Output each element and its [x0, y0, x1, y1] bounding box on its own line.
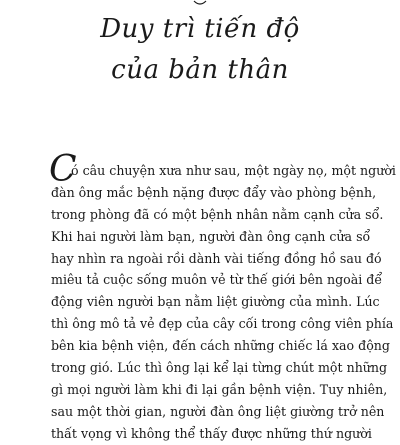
text-line: trong gió. Lúc thì ông lại kể lại từng chút một những	[51, 360, 388, 376]
text-line: ó câu chuyện xưa như sau, một ngày nọ, một người	[71, 163, 396, 178]
text-line: thất vọng vì không thể thấy được những thứ người	[51, 425, 372, 441]
text-line: miêu tả cuộc sống muôn vẻ từ thế giới bên ngoài để	[51, 272, 383, 288]
text-line: trong phòng đã có một bệnh nhân nằm cạnh cửa sổ.	[51, 206, 384, 222]
text-line: động viên người bạn nằm liệt giường của mình. Lúc	[51, 294, 380, 310]
body-text	[49, 149, 396, 445]
chapter-title-line-1: Duy trì tiến độ	[100, 14, 300, 44]
ornament-icon	[192, 0, 208, 6]
text-line: bên kia bệnh viện, đến cách những chiếc lá xao động	[51, 338, 390, 354]
drop-cap: C	[49, 149, 77, 190]
text-line: Khi hai người làm bạn, người đàn ông cạnh cửa sổ	[51, 228, 371, 244]
text-line: sau một thời gian, người đàn ông liệt giường trở nên	[51, 403, 385, 419]
text-line: thì ông mô tả vẻ đẹp của cây cối trong công viên phía	[51, 316, 394, 332]
text-line: gì mọi người làm khi đi lại gần bệnh viện. Tuy nhiên,	[51, 381, 388, 397]
chapter-title-line-2: của bản thân	[111, 55, 289, 85]
text-line: hay nhìn ra ngoài rồi dành vài tiếng đồng hồ sau đó	[51, 250, 382, 266]
text-line: đàn ông mắc bệnh nặng được đẩy vào phòng bệnh,	[51, 184, 377, 200]
